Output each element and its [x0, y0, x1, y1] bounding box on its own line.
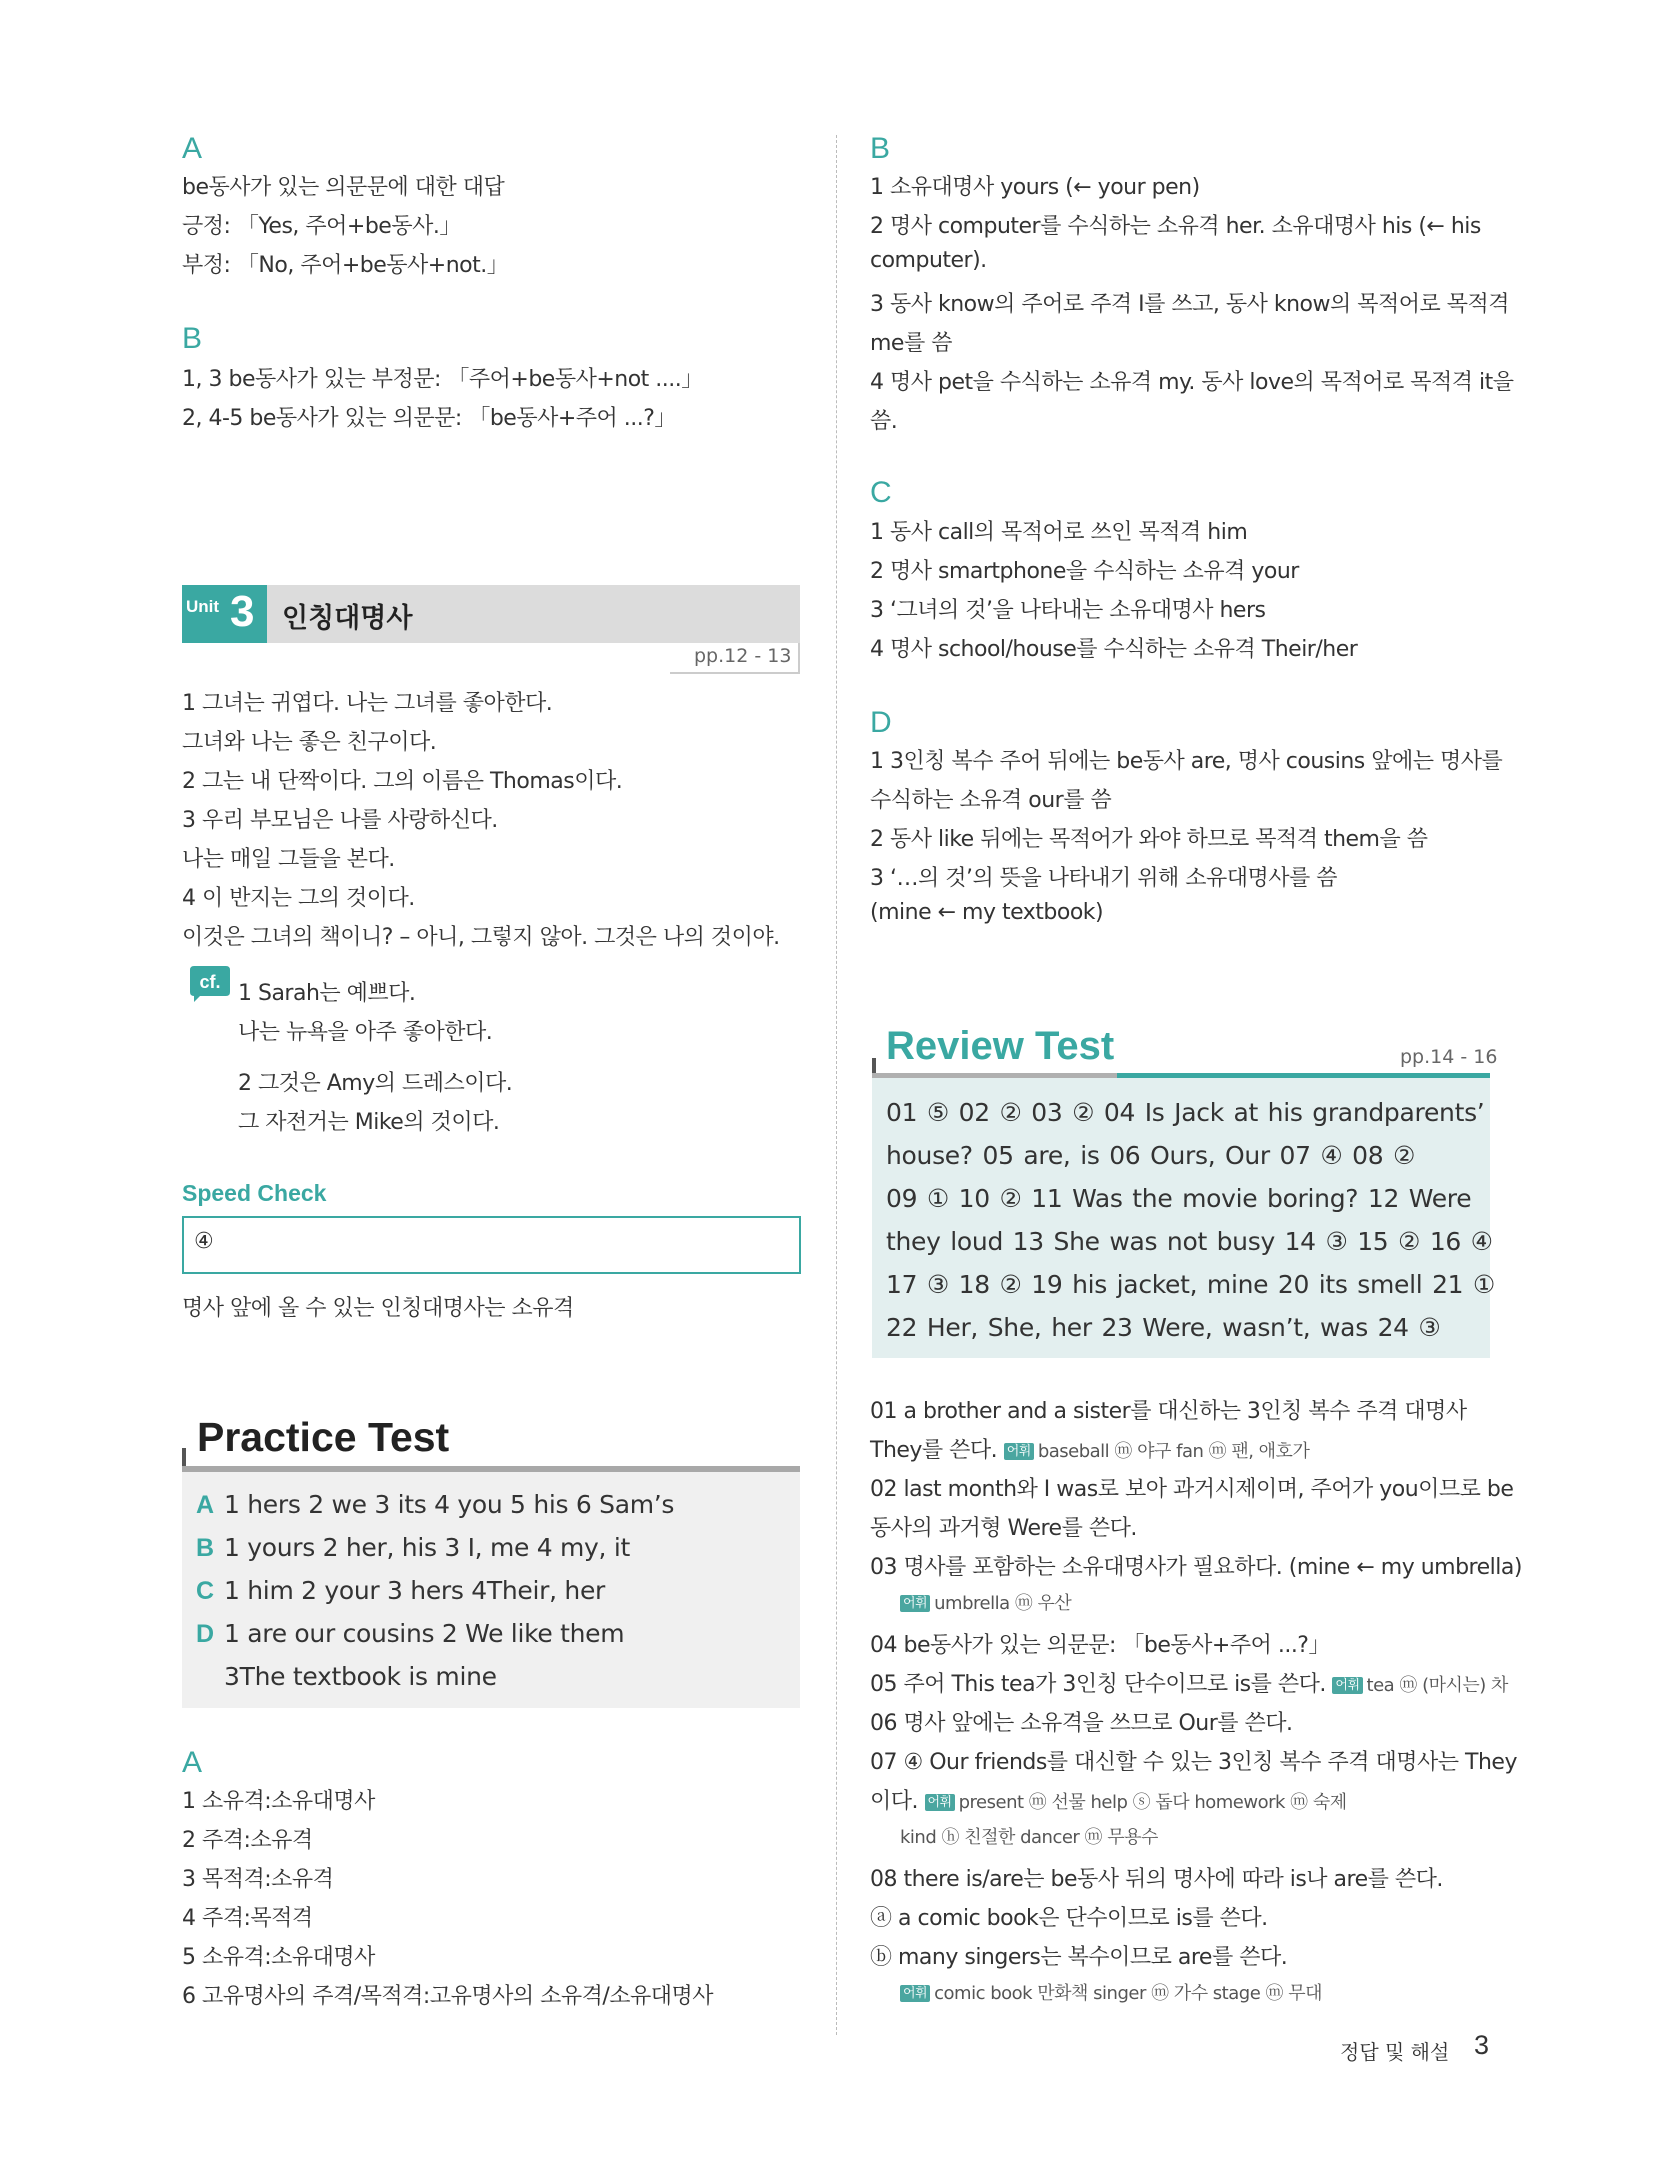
section-a2-line: 4 주격:목적격	[182, 1906, 313, 1931]
explanation-line: 07 ④ Our friends를 대신할 수 있는 3인칭 복수 주격 대명사는 They	[870, 1750, 1517, 1775]
review-test-pages: pp.14 - 16	[1400, 1046, 1498, 1068]
cf-line: 1 Sarah는 예쁘다.	[238, 981, 416, 1006]
explanation-line	[900, 1979, 1322, 2005]
footer-label: 정답 및 해설	[1340, 2040, 1450, 2064]
review-test-title: Review Test	[886, 1024, 1115, 1068]
unit-number: 3	[230, 587, 255, 636]
explanation-line: ⓑ many singers는 복수이므로 are를 쓴다.	[870, 1945, 1288, 1970]
unit-badge	[182, 585, 267, 643]
cf-line: 2 그것은 Amy의 드레스이다.	[238, 1071, 513, 1096]
speed-check-box	[182, 1216, 801, 1274]
page-number: 3	[1474, 2030, 1490, 2060]
unit-pages: pp.12 - 13	[694, 645, 792, 667]
vocab-tag: 어휘	[900, 1985, 930, 2002]
explanation-line	[900, 1589, 1071, 1615]
section-a2-line: 5 소유격:소유대명사	[182, 1945, 375, 1970]
unit-line: 3 우리 부모님은 나를 사랑하신다.	[182, 808, 498, 833]
review-test-row: 17 ③ 18 ② 19 his jacket, mine 20 its smell 21 ①	[886, 1270, 1496, 1299]
cf-line: 그 자전거는 Mike의 것이다.	[238, 1110, 500, 1135]
section-d-line: (mine ← my textbook)	[870, 900, 1104, 925]
unit-line: 그녀와 나는 좋은 친구이다.	[182, 730, 437, 755]
section-a2-line: 6 고유명사의 주격/목적격:고유명사의 소유격/소유대명사	[182, 1984, 714, 2009]
section-b-right-line: 2 명사 computer를 수식하는 소유격 her. 소유대명사 his (← his	[870, 214, 1481, 239]
practice-row-letter: A	[196, 1491, 214, 1519]
explanation-line	[870, 1784, 1347, 1815]
section-b-right-line: computer).	[870, 248, 987, 273]
explanation-line: 04 be동사가 있는 의문문: 「be동사+주어 ...?」	[870, 1633, 1330, 1658]
practice-test-row	[196, 1662, 497, 1691]
section-a2-line: 2 주격:소유격	[182, 1828, 313, 1853]
cf-line: 나는 뉴욕을 아주 좋아한다.	[238, 1020, 493, 1045]
section-a-line: be동사가 있는 의문문에 대한 대답	[182, 175, 505, 200]
explanation-line	[870, 1667, 1508, 1698]
unit-line: 이것은 그녀의 책이니? – 아니, 그렇지 않아. 그것은 나의 것이야.	[182, 925, 780, 950]
practice-row-text: 1 hers 2 we 3 its 4 you 5 his 6 Sam’s	[224, 1490, 675, 1519]
vocab-text: kind ⓗ 친절한 dancer ⓜ 무용수	[900, 1827, 1158, 1848]
unit-line: 2 그는 내 단짝이다. 그의 이름은 Thomas이다.	[182, 769, 623, 794]
section-b-right-line: 1 소유대명사 yours (← your pen)	[870, 175, 1200, 200]
explanation-line: 03 명사를 포함하는 소유대명사가 필요하다. (mine ← my umbrella)	[870, 1555, 1522, 1580]
practice-test-row	[196, 1533, 630, 1563]
section-c-line: 2 명사 smartphone을 수식하는 소유격 your	[870, 559, 1299, 584]
practice-test-row	[196, 1576, 605, 1606]
section-a2-line: 1 소유격:소유대명사	[182, 1789, 375, 1814]
section-a2-letter: A	[182, 1746, 203, 1779]
section-b-line: 1, 3 be동사가 있는 부정문: 「주어+be동사+not ....」	[182, 367, 703, 392]
section-c-line: 1 동사 call의 목적어로 쓰인 목적격 him	[870, 520, 1248, 545]
explanation-line	[900, 1823, 1158, 1849]
speed-check-note: 명사 앞에 올 수 있는 인칭대명사는 소유격	[182, 1296, 574, 1321]
speed-check-title: Speed Check	[182, 1180, 327, 1206]
section-a2-line: 3 목적격:소유격	[182, 1867, 334, 1892]
section-a-letter: A	[182, 132, 203, 165]
explanation-line: 동사의 과거형 Were를 쓴다.	[870, 1516, 1137, 1541]
section-c-letter: C	[870, 476, 892, 509]
practice-row-text: 1 yours 2 her, his 3 I, me 4 my, it	[224, 1533, 630, 1562]
practice-row-letter: D	[196, 1620, 214, 1648]
unit-line: 1 그녀는 귀엽다. 나는 그녀를 좋아한다.	[182, 691, 553, 716]
explanation-line	[870, 1433, 1309, 1464]
review-test-row: 09 ① 10 ② 11 Was the movie boring? 12 Were	[886, 1184, 1472, 1213]
section-b-right-line: me를 씀	[870, 331, 952, 356]
practice-row-text: 3The textbook is mine	[224, 1662, 497, 1691]
explanation-line: 08 there is/are는 be동사 뒤의 명사에 따라 is나 are를 쓴다.	[870, 1867, 1443, 1892]
cf-badge-icon	[186, 962, 232, 1002]
vocab-text: present ⓜ 선물 help ⓢ 돕다 homework ⓜ 숙제	[958, 1792, 1347, 1813]
section-b-right-line: 4 명사 pet을 수식하는 소유격 my. 동사 love의 목적어로 목적격 it을	[870, 370, 1514, 395]
practice-row-text: 1 him 2 your 3 hers 4Their, her	[224, 1576, 606, 1605]
explanation-line: 01 a brother and a sister를 대신하는 3인칭 복수 주격 대명사	[870, 1399, 1467, 1424]
review-test-row: house? 05 are, is 06 Ours, Our 07 ④ 08 ②	[886, 1141, 1416, 1170]
review-test-row: 01 ⑤ 02 ② 03 ② 04 Is Jack at his grandparents’	[886, 1098, 1485, 1127]
explanation-line: 06 명사 앞에는 소유격을 쓰므로 Our를 쓴다.	[870, 1711, 1293, 1736]
unit-title: 인칭대명사	[282, 603, 413, 634]
section-b-letter: B	[182, 322, 203, 355]
section-b-right-line: 씀.	[870, 409, 898, 434]
vocab-text: comic book 만화책 singer ⓜ 가수 stage ⓜ 무대	[934, 1983, 1322, 2004]
section-d-line: 1 3인칭 복수 주어 뒤에는 be동사 are, 명사 cousins 앞에는 명사를	[870, 749, 1503, 774]
section-a-line: 부정: 「No, 주어+be동사+not.」	[182, 253, 509, 278]
section-d-line: 수식하는 소유격 our를 씀	[870, 788, 1112, 813]
explanation-line: 02 last month와 I was로 보아 과거시제이며, 주어가 you이므로 be	[870, 1477, 1514, 1502]
vocab-tag: 어휘	[900, 1595, 930, 1612]
explanation-text: They를 쓴다.	[870, 1438, 998, 1463]
unit-header-bar	[182, 585, 800, 643]
explanation-text: 이다.	[870, 1789, 918, 1814]
section-d-letter: D	[870, 706, 892, 739]
practice-row-text: 1 are our cousins 2 We like them	[224, 1619, 625, 1648]
review-test-row: they loud 13 She was not busy 14 ③ 15 ② 16 ④	[886, 1227, 1493, 1256]
vocab-tag: 어휘	[1004, 1443, 1034, 1460]
vocab-text: baseball ⓜ 야구 fan ⓜ 팬, 애호가	[1037, 1441, 1310, 1462]
cf-label: cf.	[199, 972, 221, 992]
practice-test-title: Practice Test	[197, 1414, 450, 1460]
vocab-tag: 어휘	[925, 1794, 955, 1811]
vocab-text: tea ⓜ (마시는) 차	[1366, 1675, 1508, 1696]
practice-test-row	[196, 1490, 674, 1520]
vocab-tag: 어휘	[1332, 1677, 1362, 1694]
section-d-line: 3 ‘…의 것’의 뜻을 나타내기 위해 소유대명사를 씀	[870, 866, 1337, 891]
review-test-row: 22 Her, She, her 23 Were, wasn’t, was 24 ③	[886, 1313, 1441, 1342]
explanation-text: 05 주어 This tea가 3인칭 단수이므로 is를 쓴다.	[870, 1672, 1326, 1697]
section-b-line: 2, 4-5 be동사가 있는 의문문: 「be동사+주어 ...?」	[182, 406, 676, 431]
section-b-right-line: 3 동사 know의 주어로 주격 I를 쓰고, 동사 know의 목적어로 목적격	[870, 292, 1509, 317]
column-divider	[836, 135, 837, 2035]
explanation-line: ⓐ a comic book은 단수이므로 is를 쓴다.	[870, 1906, 1268, 1931]
section-b-right-letter: B	[870, 132, 891, 165]
unit-line: 4 이 반지는 그의 것이다.	[182, 886, 415, 911]
practice-row-letter: B	[196, 1534, 214, 1562]
section-d-line: 2 동사 like 뒤에는 목적어가 와야 하므로 목적격 them을 씀	[870, 827, 1428, 852]
vocab-text: umbrella ⓜ 우산	[934, 1593, 1072, 1614]
section-c-line: 4 명사 school/house를 수식하는 소유격 Their/her	[870, 637, 1358, 662]
unit-word: Unit	[186, 597, 220, 616]
unit-line: 나는 매일 그들을 본다.	[182, 847, 395, 872]
practice-test-row	[196, 1619, 624, 1649]
section-c-line: 3 ‘그녀의 것’을 나타내는 소유대명사 hers	[870, 598, 1266, 623]
section-a-line: 긍정: 「Yes, 주어+be동사.」	[182, 214, 461, 239]
practice-row-letter: C	[196, 1577, 214, 1605]
speed-check-answer: ④	[194, 1229, 214, 1254]
